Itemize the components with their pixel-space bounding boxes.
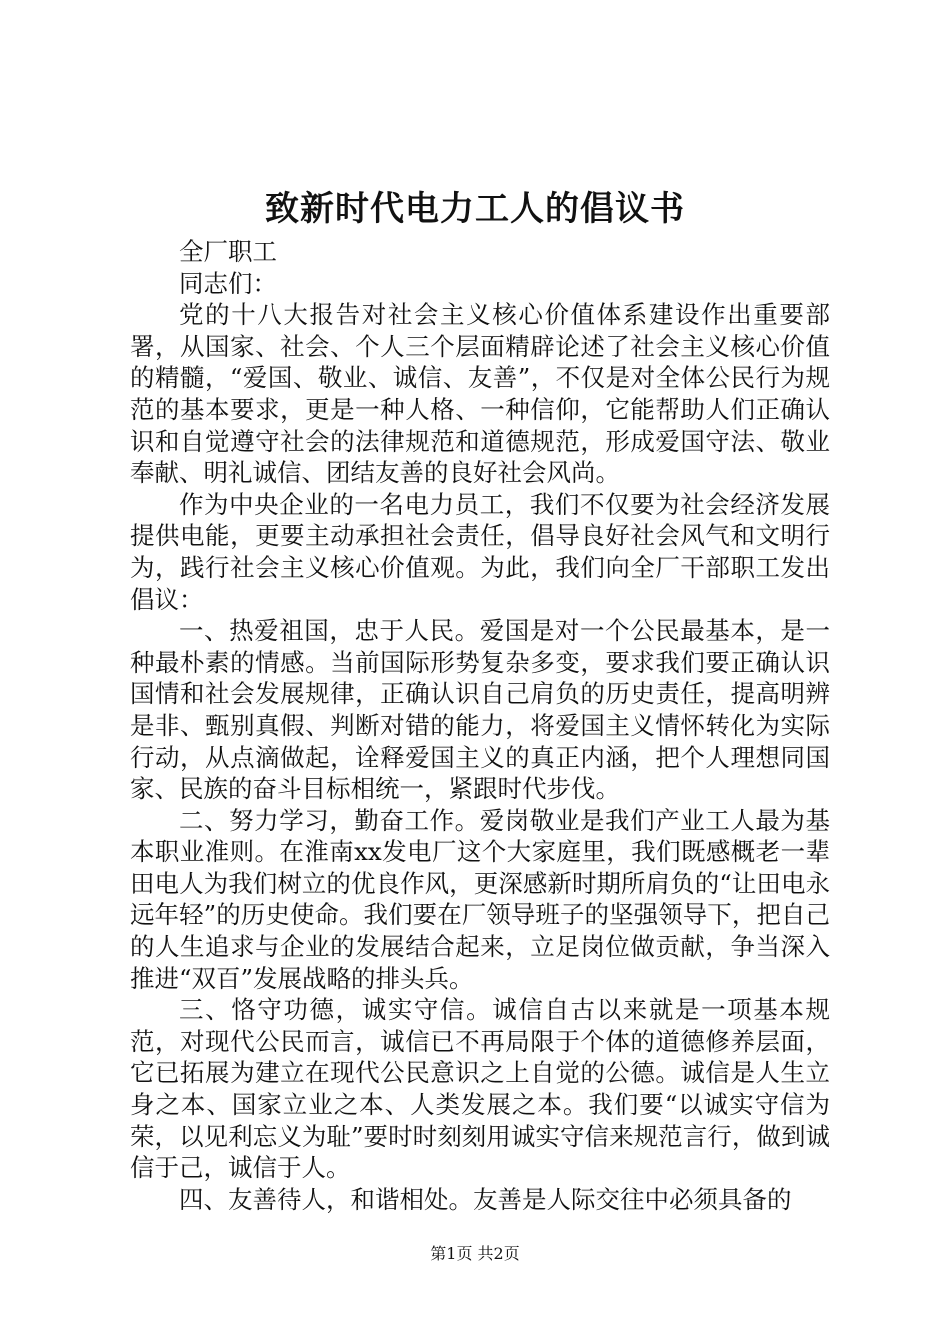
greeting-line: 同志们： [179, 268, 277, 298]
document-body [130, 236, 830, 1215]
paragraph-role: 作为中央企业的一名电力员工，我们不仅要为社会经济发展提供电能，更要主动承担社会责任，倡导良好社会风气和文明行为，践行社会主义核心价值观。为此，我们向全厂干部职工发出倡议： [130, 489, 830, 614]
paragraph-point-2: 二、努力学习，勤奋工作。爱岗敬业是我们产业工人最为基本职业准则。在淮南xx发电厂这个大家庭里，我们既感概老一辈田电人为我们树立的优良作风，更深感新时期所肩负的“让田电永远年轻”的历史使命。我们要在厂领导班子的坚强领导下，把自己的人生追求与企业的发展结合起来，立足岗位做贡献，争当深入推进“双百”发展战略的排头兵。 [130, 805, 830, 993]
page-number-footer: 第1页 共2页 [430, 1244, 520, 1263]
paragraph-point-4: 四、友善待人，和谐相处。友善是人际交往中必须具备的 [179, 1184, 792, 1214]
paragraph-intro: 党的十八大报告对社会主义核心价值体系建设作出重要部署，从国家、社会、个人三个层面精辟论述了社会主义核心价值的精髓，“爱国、敬业、诚信、友善”，不仅是对全体公民行为规范的基本要求，更是一种人格、一种信仰，它能帮助人们正确认识和自觉遵守社会的法律规范和道德规范，形成爱国守法、敬业奉献、明礼诚信、团结友善的良好社会风尚。 [130, 300, 830, 488]
document-title: 致新时代电力工人的倡议书 [265, 189, 685, 229]
recipient-line: 全厂职工 [179, 237, 277, 266]
paragraph-point-1: 一、热爱祖国，忠于人民。爱国是对一个公民最基本，是一种最朴素的情感。当前国际形势复杂多变，要求我们要正确认识国情和社会发展规律，正确认识自己肩负的历史责任，提高明辨是非、甄别真假、判断对错的能力，将爱国主义情怀转化为实际行动，从点滴做起，诠释爱国主义的真正内涵，把个人理想同国家、民族的奋斗目标相统一，紧跟时代步伐。 [130, 616, 830, 804]
paragraph-point-3: 三、恪守功德，诚实守信。诚信自古以来就是一项基本规范，对现代公民而言，诚信已不再局限于个体的道德修养层面，它已拓展为建立在现代公民意识之上自觉的公德。诚信是人生立身之本、国家立业之本、人类发展之本。我们要“以诚实守信为荣，以见利忘义为耻”要时时刻刻用诚实守信来规范言行，做到诚信于己，诚信于人。 [130, 995, 830, 1183]
